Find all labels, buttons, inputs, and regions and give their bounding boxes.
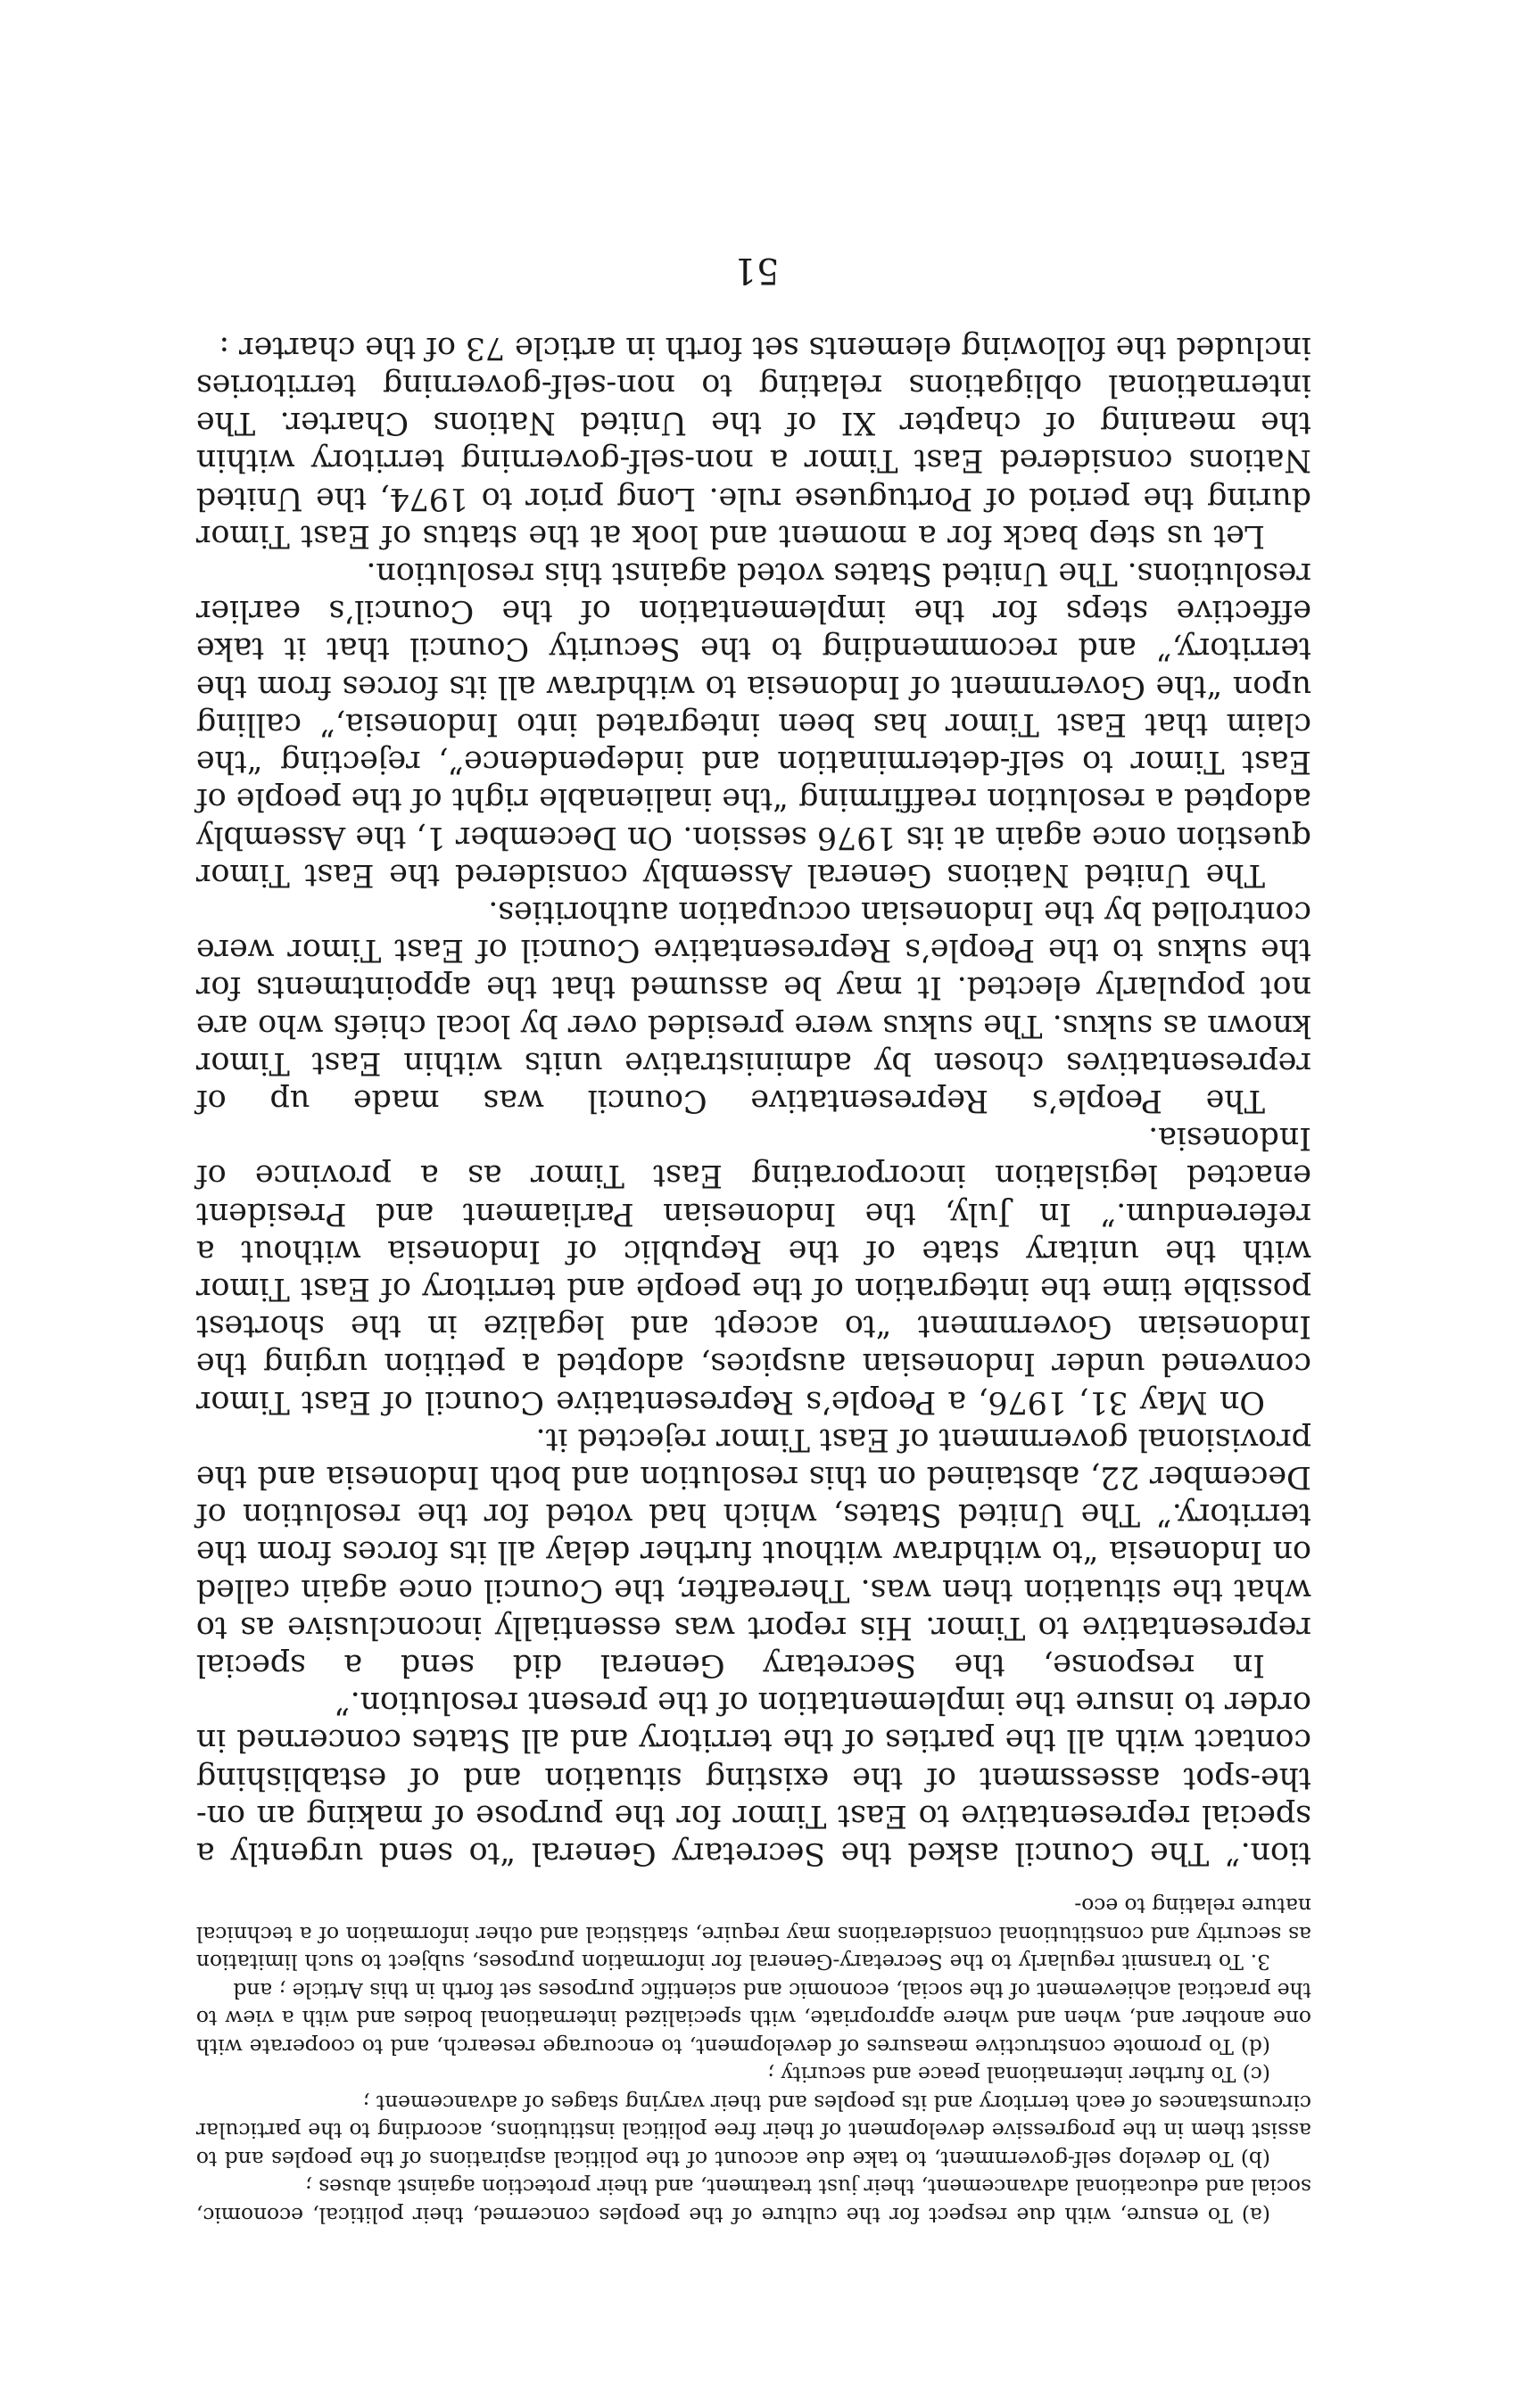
charter-item-3: 3. To transmit regularly to the Secretary-General for information purposes, subject to such limitation as security and constitutional considerations may require, statistical and other information of a technical nature relating to eco-: [196, 1893, 1311, 1975]
page-content: [196, 329, 1311, 2229]
body-paragraph-1: tion.” The Council asked the Secretary General “to send urgently a special representative to East Timor for the purpose of making an on-the-spot assessment of the existing situation and of establishing contact with all the parties of the territory and all States concerned in order to insure the implementation of the present resolution.”: [196, 1685, 1311, 1871]
charter-item-d: (d) To promote constructive measures of development, to encourage research, and to cooperate with one another and, when and where appropriate, with specialized international bodies and with a view to the practical achievement of the social, economic and scientific purposes set forth in this Article ; and: [196, 1978, 1311, 2059]
main-text: [196, 329, 1311, 1872]
charter-item-b: (b) To develop self-government, to take due account of the political aspirations of the peoples and to assist them in the progressive development of their free political institutions, according to the particular circumstances of each territory and its peoples and their varying stages of advancement ;: [196, 2091, 1311, 2172]
body-paragraph-3: On May 31, 1976, a People’s Representative Council of East Timor convened under Indonesian auspices, adopted a petition urging the Indonesian Government “to accept and legalize in the shortest possible time the integration of the people and territory of East Timor with the unitary state of the Republic of Indonesia without a referendum.” In July, the Indonesian Parliament and President enacted legislation incorporating East Timor as a province of Indonesia.: [196, 1120, 1311, 1420]
body-paragraph-5: The United Nations General Assembly considered the East Timor question once again at its 1976 session. On December 1, the Assembly adopted a resolution reaffirming “the inalienable right of the people of East Timor to self-determination and independence”, rejecting “the claim that East Timor has been integrated into Indonesia,” calling upon “the Government of Indonesia to withdraw all its forces from the territory,” and recommending to the Security Council that it take effective steps for the implementation of the Council’s earlier resolutions. The United States voted against this resolution.: [196, 556, 1311, 893]
charter-item-c: (c) To further international peace and security ;: [767, 2062, 1270, 2088]
charter-excerpt: [196, 1892, 1311, 2229]
body-paragraph-2: In response, the Secretary General did send a special representative to Timor. His report was essentially inconclusive as to what the situation then was. Thereafter, the Council once again called on Indonesia “to withdraw without further delay all its forces from the territory.” The United States, which had voted for the resolution of December 22, abstained on this resolution and both Indonesia and the provisional government of East Timor rejected it.: [196, 1421, 1311, 1683]
page-number: 51: [733, 250, 780, 291]
charter-item-a: (a) To ensure, with due respect for the culture of the peoples concerned, their political, economic, social and educational advancement, their just treatment, and their protection against abuses ;: [196, 2174, 1311, 2228]
body-paragraph-6: Let us step back for a moment and look at the status of East Timor during the period of Portuguese rule. Long prior to 1974, the United Nations considered East Timor a non-self-governing territory within the meaning of chapter XI of the United Nations Charter. The international obligations relating to non-self-governing territories included the following elements set forth in article 73 of the charter :: [196, 329, 1311, 554]
body-paragraph-4: The People’s Representative Council was made up of representatives chosen by administrative units within East Timor known as sukus. The sukus were presided over by local chiefs who are not popularly elected. It may be assumed that the appointments for the sukus to the People’s Representative Council of East Timor were controlled by the Indonesian occupation authorities.: [196, 894, 1311, 1118]
